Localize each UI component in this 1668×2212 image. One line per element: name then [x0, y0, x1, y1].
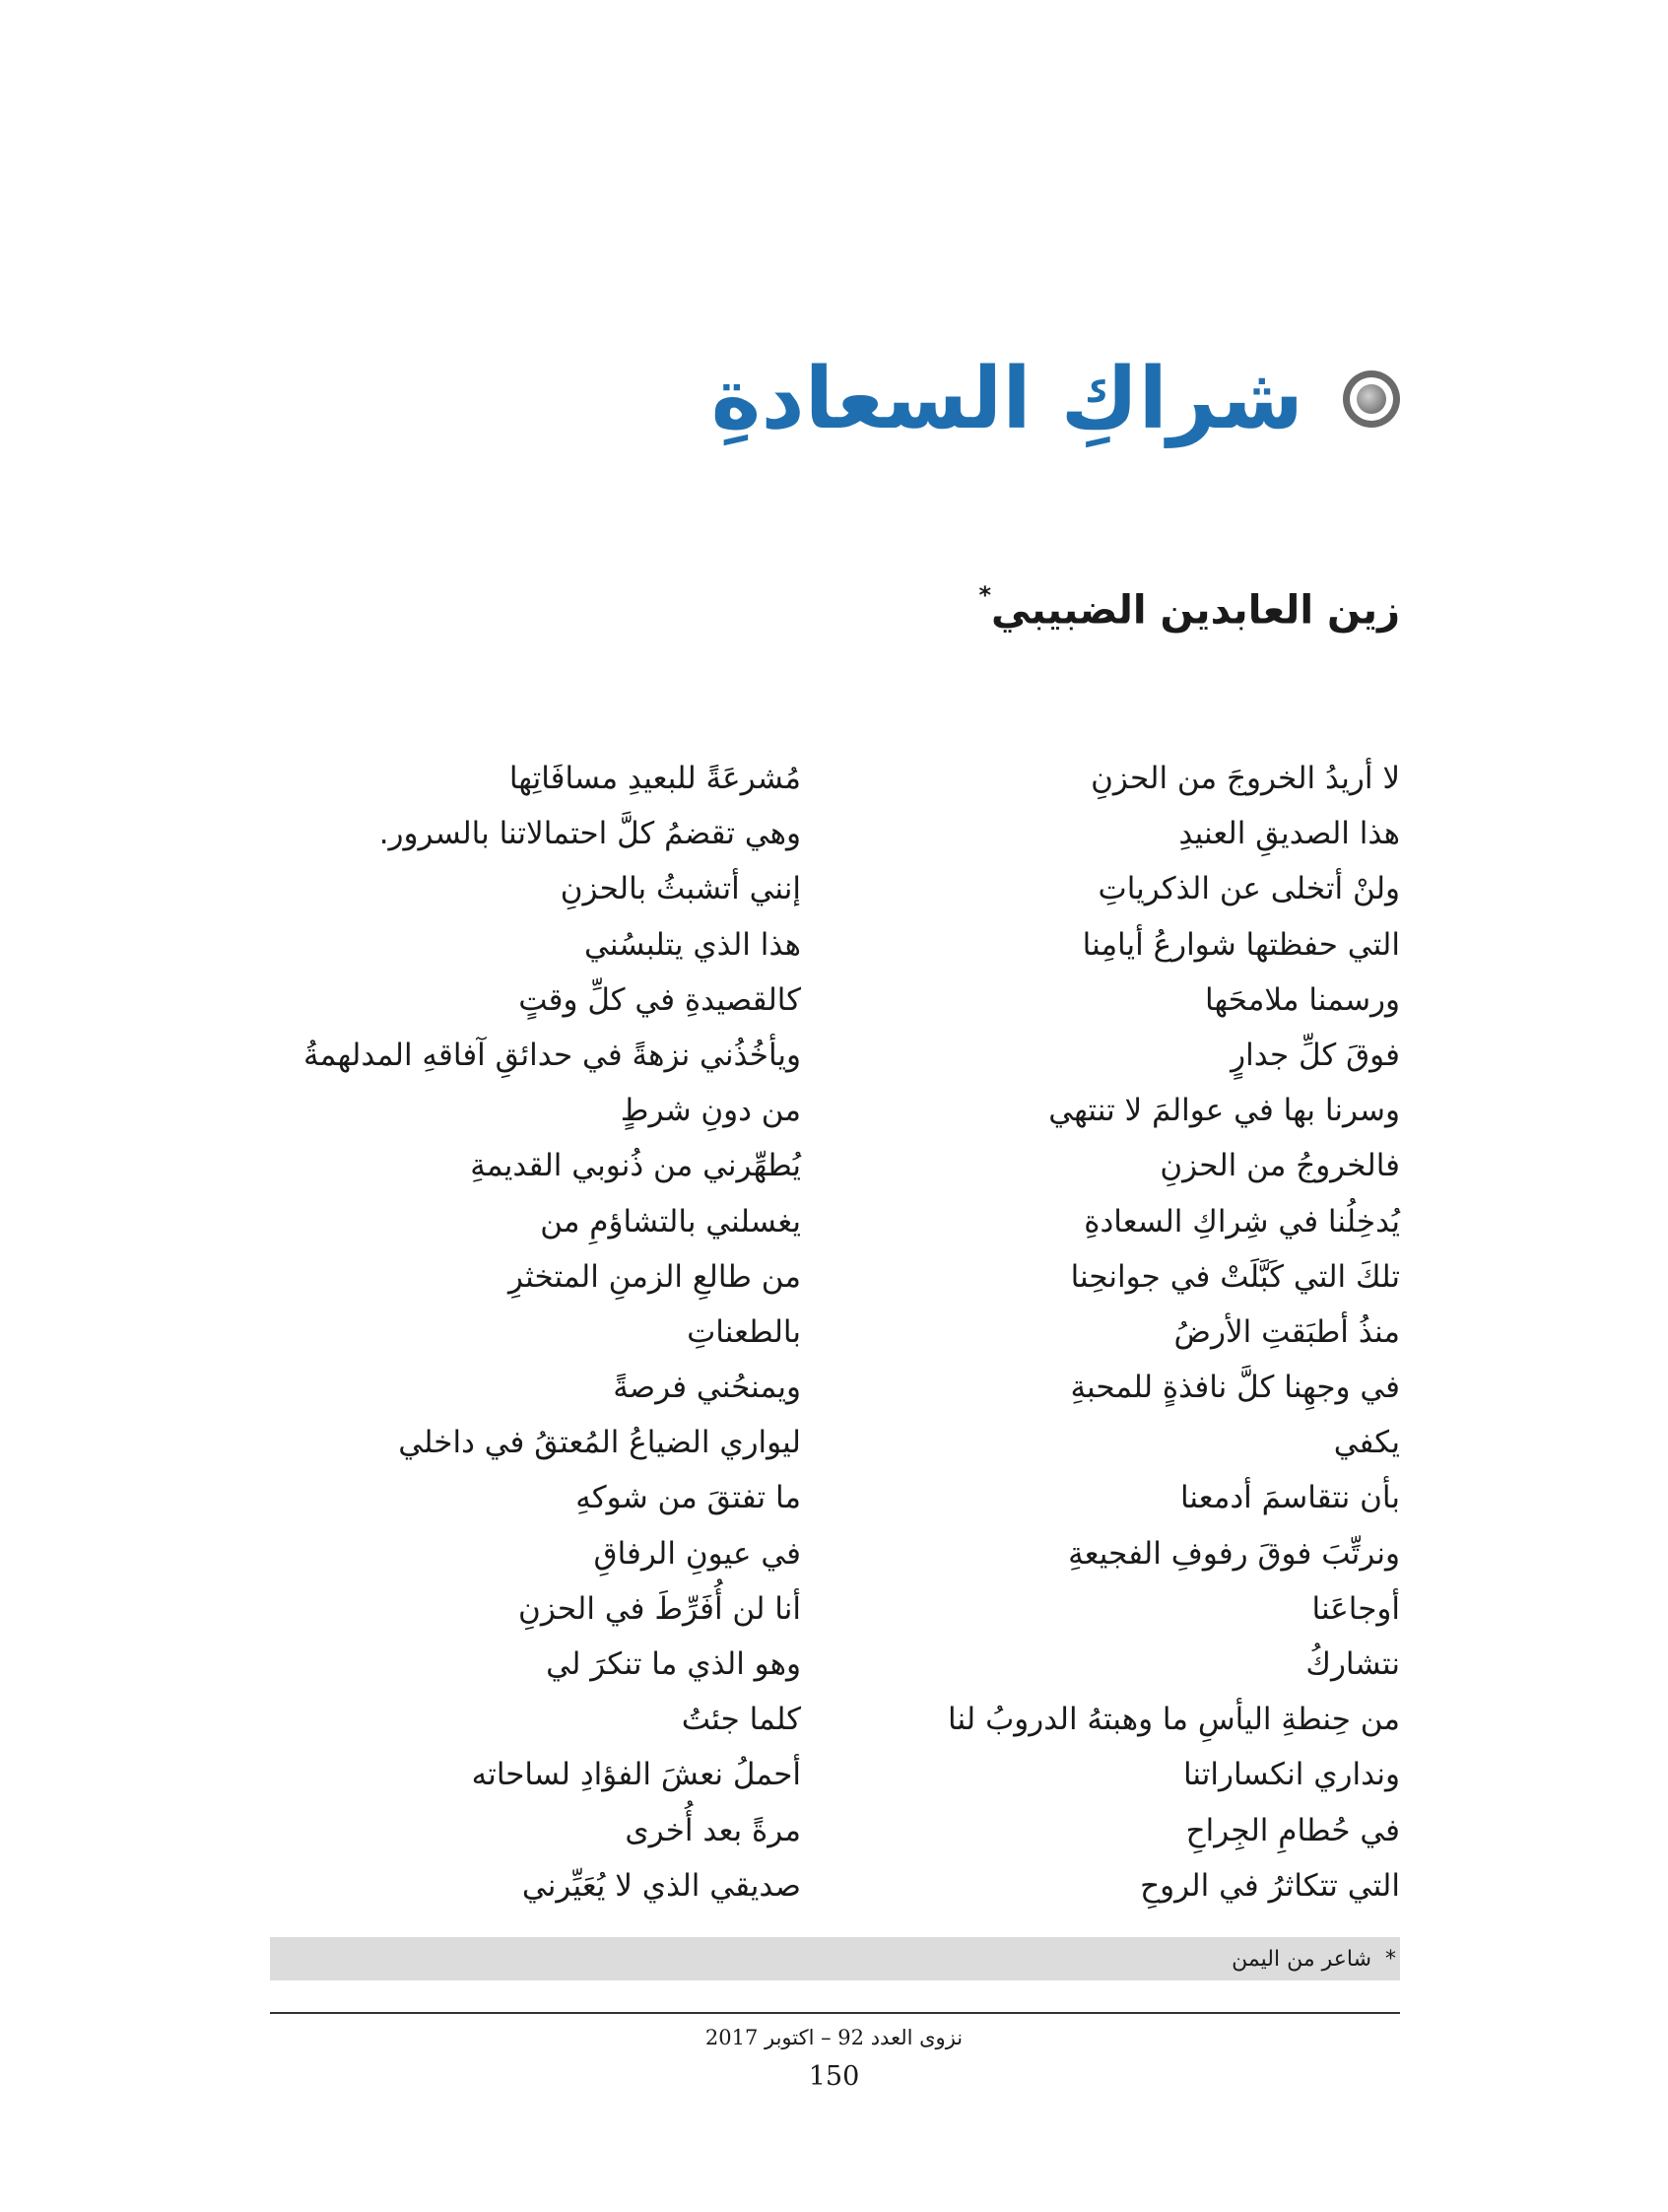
poem-line: مُشرعَةً للبعيدِ مسافَاتِها — [508, 761, 801, 796]
poem-line: في حُطامِ الجِراحِ — [1185, 1812, 1400, 1848]
poem-line: هذا الذي يتلبسُني — [584, 926, 801, 963]
poem-line: وهي تقضمُ كلَّ احتمالاتنا بالسرور. — [378, 816, 801, 852]
poem-line: تلكَ التي كَبَّلَتْ في جوانحِنا — [1070, 1258, 1400, 1295]
poem-line: وهو الذي ما تنكرَ لي — [546, 1646, 801, 1682]
poem-column-right — [868, 751, 1400, 1913]
poem-line: من دونِ شرطٍ — [620, 1093, 801, 1129]
poem-line: وسرنا بها في عوالمَ لا تنتهي — [1048, 1093, 1400, 1129]
page-number: 150 — [808, 2061, 860, 2092]
poem-line: التي حفظتها شوارعُ أيامِنا — [1082, 926, 1400, 963]
poem-line: يُطهِّرني من ذُنوبي القديمةِ — [470, 1148, 801, 1184]
poem-line: يغسلني بالتشاؤمِ من — [540, 1203, 801, 1240]
footnote-text: شاعر من اليمن — [1232, 1946, 1371, 1972]
poem-line: صديقي الذي لا يُعَيِّرني — [521, 1867, 801, 1904]
poem-line: ونداري انكساراتنا — [1182, 1757, 1400, 1793]
poem-line: من طالعِ الزمنِ المتخثرِ — [508, 1258, 801, 1295]
poem-line: نتشاركُ — [1305, 1646, 1400, 1682]
footnote-marker: * — [1385, 1946, 1396, 1972]
footer-divider — [270, 2012, 1400, 2014]
poem-line: منذُ أطبَقتِ الأرضُ — [1173, 1313, 1400, 1350]
poem-line: كالقصيدةِ في كلِّ وقتٍ — [518, 981, 801, 1018]
poem-line: بأن نتقاسمَ أدمعنا — [1179, 1480, 1400, 1516]
poem-line: في وجهِنا كلَّ نافذةٍ للمحبةِ — [1070, 1370, 1400, 1406]
poem-line: التي تتكاثرُ في الروحِ — [1140, 1867, 1400, 1904]
poem-line: ورسمنا ملامحَها — [1205, 981, 1400, 1018]
poem-line: أوجاعَنا — [1311, 1590, 1400, 1627]
poem-line: ونرتِّبَ فوقَ رفوفِ الفجيعةِ — [1068, 1535, 1400, 1572]
poem-line: في عيونِ الرفاقِ — [593, 1535, 801, 1572]
footnote — [270, 1937, 1400, 1980]
poem-line: ولنْ أتخلى عن الذكرياتِ — [1098, 871, 1400, 907]
title-row — [711, 340, 1400, 458]
poem-line: هذا الصديقِ العنيدِ — [1178, 816, 1400, 852]
issue-info: نزوى العدد 92 – اكتوبر 2017 — [704, 2026, 964, 2049]
poem-line: ويأخُذُني نزهةً في حدائقِ آفاقهِ المدلهمةُ — [303, 1037, 801, 1073]
poem-line: ما تفتقَ من شوكهِ — [575, 1480, 801, 1516]
poem-line: ليواري الضياعُ المُعتقُ في داخلي — [398, 1425, 801, 1461]
author-name-text: زين العابدين الضبيبي — [991, 587, 1400, 634]
poem-line: كلما جئتُ — [681, 1702, 801, 1738]
poem-line: مرةً بعد أُخرى — [625, 1812, 801, 1848]
poem-line: بالطعناتِ — [687, 1313, 801, 1350]
poem-line: يُدخِلُنا في شِراكِ السعادةِ — [1084, 1203, 1400, 1240]
round-bullet-icon — [1343, 370, 1400, 428]
poem-line: يكفي — [1333, 1425, 1400, 1461]
poem-line: من حِنطةِ اليأسِ ما وهبتهُ الدروبُ لنا — [948, 1702, 1400, 1738]
poem-line: فالخروجُ من الحزنِ — [1160, 1148, 1400, 1184]
author-name — [978, 581, 1400, 634]
poem-title: شراكِ السعادةِ — [710, 350, 1303, 448]
poem-line: أنا لن أُفَرِّطَ في الحزنِ — [518, 1590, 801, 1627]
poem-line: ويمنحُني فرصةً — [613, 1370, 801, 1406]
author-footnote-marker: * — [978, 581, 992, 609]
poem-line: لا أريدُ الخروجَ من الحزنِ — [1091, 761, 1400, 796]
poem-column-left — [190, 751, 801, 1913]
poem-line: فوقَ كلِّ جدارٍ — [1231, 1037, 1400, 1073]
poem-line: إنني أتشبثُ بالحزنِ — [560, 871, 801, 907]
poem-line: أحملُ نعشَ الفؤادِ لساحاته — [471, 1757, 801, 1793]
